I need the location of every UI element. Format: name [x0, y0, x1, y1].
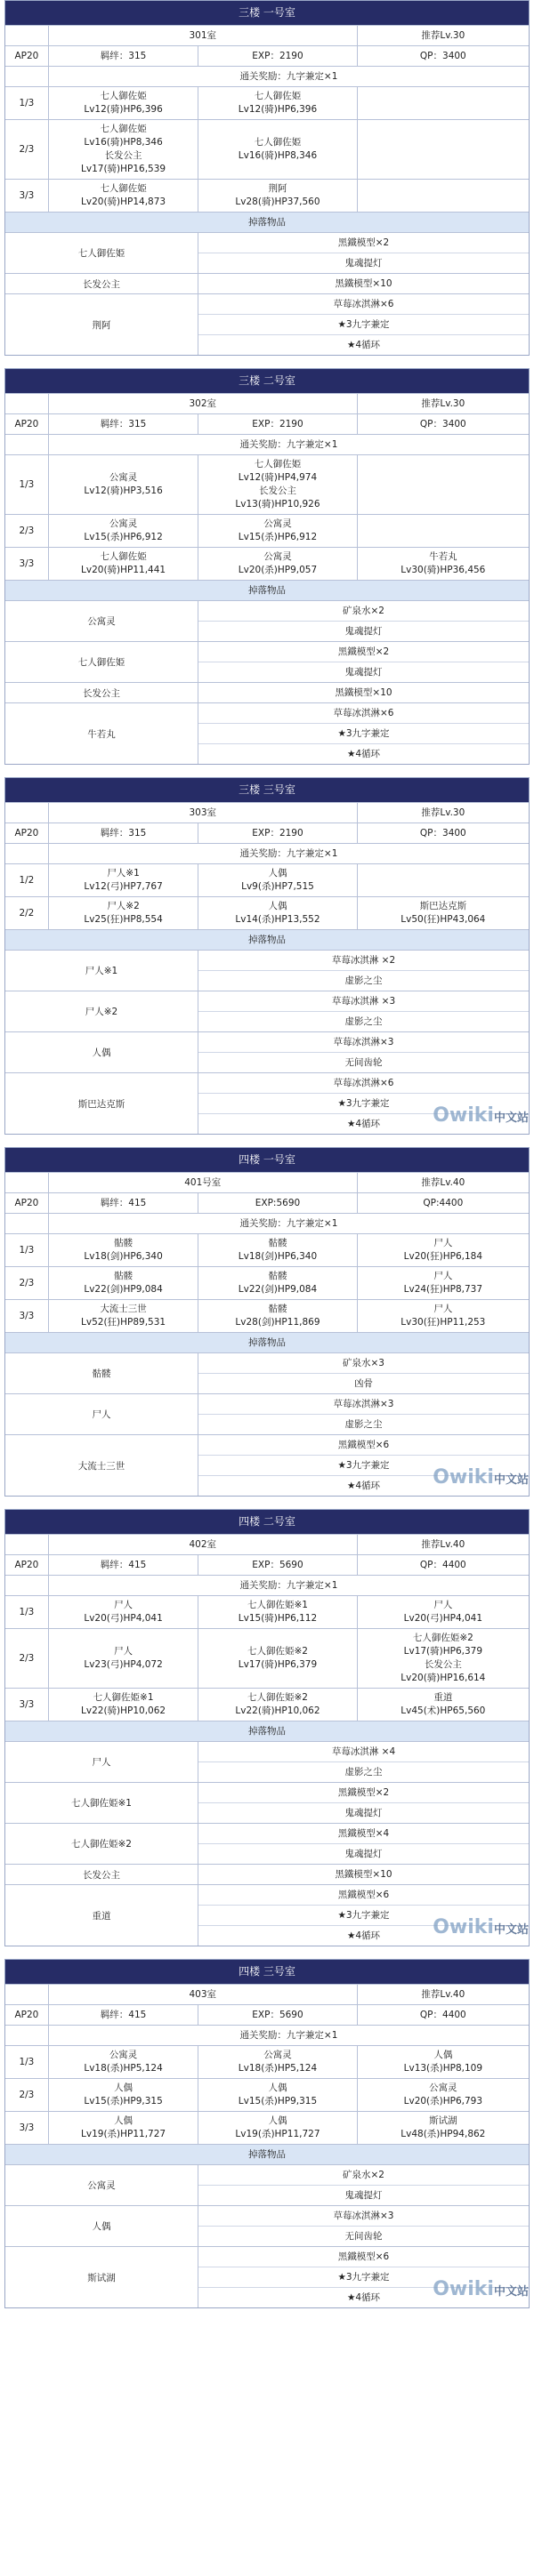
- drop-item: 黑鐵模型×10: [335, 278, 392, 289]
- wave-row: [5, 863, 529, 896]
- drop-row: [5, 1782, 529, 1823]
- ap-blank: [5, 2026, 48, 2045]
- enemy-slot-2: 骷髅 Lv28(剑)HP11,869: [198, 1300, 356, 1332]
- enemy-slot-2: 荆阿 Lv28(骑)HP37,560: [198, 180, 356, 212]
- wave-row: [5, 1266, 529, 1299]
- drop-enemy-name: 尸人※1: [5, 951, 198, 991]
- enemy-slot-3: [357, 455, 529, 514]
- drop-item: ★4循环: [198, 743, 529, 764]
- ap-blank: [5, 1173, 48, 1192]
- wave-number: 3/3: [19, 1310, 35, 1321]
- ap-blank: [5, 844, 48, 863]
- drop-row: [5, 600, 529, 641]
- room-header-row: [5, 393, 529, 413]
- drop-item: 虚影之尘: [198, 970, 529, 991]
- enemy-slot-2: 人偶 Lv19(杀)HP11,727: [198, 2112, 356, 2144]
- enemy-slot-3: [357, 120, 529, 179]
- wave-number: 2/2: [19, 907, 35, 919]
- enemy-slot-2: 公寓灵 Lv18(杀)HP5,124: [198, 2046, 356, 2078]
- drop-item: 虚影之尘: [198, 1011, 529, 1031]
- wave-number: 2/3: [19, 143, 35, 155]
- drop-item-list: [198, 1032, 529, 1072]
- bond-value: 羁绊：415: [48, 1555, 198, 1575]
- wave-row: [5, 454, 529, 514]
- drop-item: ★3九字兼定: [198, 314, 529, 334]
- drop-item-list: [198, 1394, 529, 1434]
- drop-item: 草莓冰淇淋 ×2: [331, 955, 396, 966]
- enemy-slot-2: 骷髅 Lv18(剑)HP6,340: [198, 1234, 356, 1266]
- enemy-slot-3: 公寓灵 Lv20(杀)HP6,793: [357, 2079, 529, 2111]
- drop-item: 鬼魂提灯: [198, 1843, 529, 1864]
- drop-row: [5, 2205, 529, 2246]
- drop-row: [5, 991, 529, 1031]
- room-guide: [4, 0, 530, 2308]
- enemy-slot-3: [357, 180, 529, 212]
- enemy-slot-2: 七人御佐姫※1 Lv15(骑)HP6,112: [198, 1596, 356, 1628]
- room-header-row: [5, 25, 529, 45]
- bond-value: 羁绊：315: [48, 414, 198, 434]
- ap-blank: [5, 1576, 48, 1595]
- recommended-level: 推荐Lv.40: [357, 1535, 529, 1554]
- recommended-level: 推荐Lv.40: [357, 1173, 529, 1192]
- wave-number: 3/3: [19, 1698, 35, 1710]
- wave-number: 1/2: [19, 874, 35, 886]
- drops-header: 掉落物品: [5, 1332, 529, 1352]
- room-header-row: [5, 802, 529, 823]
- enemy-slot-1: 七人御佐姫※1 Lv22(骑)HP10,062: [48, 1689, 198, 1721]
- enemy-slot-1: 尸人※2 Lv25(狂)HP8,554: [48, 897, 198, 929]
- enemy-slot-2: 人偶 Lv14(杀)HP13,552: [198, 897, 356, 929]
- drop-row: [5, 702, 529, 764]
- ap-blank: [5, 67, 48, 86]
- room-table: [4, 0, 530, 356]
- drop-row: [5, 1884, 529, 1946]
- drop-enemy-name: 斯试湖: [5, 2247, 198, 2307]
- room-table: [4, 368, 530, 765]
- drop-item: 草莓冰淇淋×6: [333, 299, 394, 309]
- room-number: 303室: [48, 803, 357, 823]
- wave-row: [5, 1299, 529, 1332]
- enemy-slot-3: 斯试湖 Lv48(杀)HP94,862: [357, 2112, 529, 2144]
- drop-item: 无间齿轮: [198, 2226, 529, 2246]
- enemy-slot-1: 骷髅 Lv18(剑)HP6,340: [48, 1234, 198, 1266]
- drop-enemy-name: 七人御佐姫※2: [5, 1824, 198, 1864]
- qp-value: QP：3400: [357, 823, 529, 843]
- drop-row: [5, 2164, 529, 2205]
- drop-item-list: [198, 2206, 529, 2246]
- enemy-slot-2: 骷髅 Lv22(剑)HP9,084: [198, 1267, 356, 1299]
- room-header-row: [5, 1984, 529, 2004]
- exp-value: EXP：2190: [198, 46, 356, 66]
- drop-row: [5, 1434, 529, 1496]
- room-title: 三楼 三号室: [5, 778, 529, 802]
- wave-row: [5, 179, 529, 212]
- enemy-slot-1: 尸人※1 Lv12(弓)HP7,767: [48, 864, 198, 896]
- drop-enemy-name: 七人御佐姫: [5, 233, 198, 273]
- enemy-slot-2: 七人御佐姫※2 Lv22(骑)HP10,062: [198, 1689, 356, 1721]
- drop-item: 鬼魂提灯: [198, 253, 529, 273]
- wave-row: [5, 1595, 529, 1628]
- drop-row: [5, 1864, 529, 1884]
- recommended-level: 推荐Lv.40: [357, 1985, 529, 2004]
- drop-item: 黑鐵模型×2: [337, 237, 390, 248]
- enemy-slot-2: 七人御佐姫 Lv12(骑)HP4,974 长发公主 Lv13(骑)HP10,926: [198, 455, 356, 514]
- bond-value: 羁绊：315: [48, 46, 198, 66]
- drops-header: 掉落物品: [5, 929, 529, 950]
- enemy-slot-1: 人偶 Lv19(杀)HP11,727: [48, 2112, 198, 2144]
- drop-enemy-name: 斯巴达克斯: [5, 1073, 198, 1134]
- drop-enemy-name: 牛若丸: [5, 703, 198, 764]
- drop-item-list: [198, 1742, 529, 1782]
- drop-row: [5, 682, 529, 702]
- watermark-brand: Owiki: [433, 1104, 494, 1127]
- exp-value: EXP:5690: [198, 1193, 356, 1213]
- drop-item: 黑鐵模型×6: [337, 1890, 390, 1900]
- ap-blank: [5, 1214, 48, 1233]
- enemy-slot-1: 七人御佐姫 Lv12(骑)HP6,396: [48, 87, 198, 119]
- qp-value: QP：4400: [357, 1555, 529, 1575]
- drop-item: 黑鐵模型×6: [337, 2251, 390, 2262]
- enemy-slot-3: 牛若丸 Lv30(骑)HP36,456: [357, 548, 529, 580]
- drop-enemy-name: 尸人※2: [5, 991, 198, 1031]
- clear-reward: 通关奖励：九字兼定×1: [48, 2026, 529, 2045]
- drop-item: 鬼魂提灯: [198, 621, 529, 641]
- drop-item: 虚影之尘: [198, 1761, 529, 1782]
- drop-row: [5, 641, 529, 682]
- enemy-slot-3: 人偶 Lv13(杀)HP8,109: [357, 2046, 529, 2078]
- drop-item: 矿泉水×2: [343, 606, 384, 616]
- wave-number: 3/3: [19, 2122, 35, 2133]
- clear-reward-row: [5, 66, 529, 86]
- drop-item: 矿泉水×2: [343, 2170, 384, 2180]
- enemy-slot-3: [357, 87, 529, 119]
- drop-row: [5, 950, 529, 991]
- enemy-slot-3: 重道 Lv45(术)HP65,560: [357, 1689, 529, 1721]
- reward-row: [5, 2004, 529, 2025]
- ap-blank: [5, 803, 48, 823]
- wave-number: 1/3: [19, 2056, 35, 2067]
- drop-item-list: [198, 294, 529, 355]
- ap-cost: AP20: [14, 827, 39, 839]
- wave-number: 1/3: [19, 97, 35, 108]
- ap-blank: [5, 435, 48, 454]
- drop-item: 黑鐵模型×10: [335, 687, 392, 698]
- enemy-slot-2: 七人御佐姫※2 Lv17(骑)HP6,379: [198, 1629, 356, 1688]
- room-table: [4, 1509, 530, 1946]
- drop-item: ★3九字兼定: [198, 2267, 529, 2287]
- drop-item: 草莓冰淇淋×3: [333, 1037, 394, 1047]
- ap-cost: AP20: [14, 1197, 39, 1208]
- ap-blank: [5, 394, 48, 413]
- room-number: 403室: [48, 1985, 357, 2004]
- exp-value: EXP：5690: [198, 1555, 356, 1575]
- room-title: 四楼 二号室: [5, 1510, 529, 1534]
- drop-item: 鬼魂提灯: [198, 1802, 529, 1823]
- drop-item: ★3九字兼定: [198, 723, 529, 743]
- enemy-slot-2: 公寓灵 Lv15(杀)HP6,912: [198, 515, 356, 547]
- drop-item: 虚影之尘: [198, 1414, 529, 1434]
- drop-item: 黑鐵模型×4: [337, 1828, 390, 1839]
- drop-row: [5, 1823, 529, 1864]
- room-table: [4, 1959, 530, 2308]
- drop-item-list: [198, 642, 529, 682]
- drop-item-list: [198, 2165, 529, 2205]
- clear-reward: 通关奖励：九字兼定×1: [48, 67, 529, 86]
- ap-blank: [5, 26, 48, 45]
- drop-item: ★3九字兼定: [198, 1455, 529, 1475]
- drop-enemy-name: 长发公主: [5, 683, 198, 702]
- room-title: 三楼 一号室: [5, 1, 529, 25]
- drops-header: 掉落物品: [5, 2144, 529, 2164]
- enemy-slot-3: 尸人 Lv20(狂)HP6,184: [357, 1234, 529, 1266]
- drop-row: [5, 2246, 529, 2307]
- room-number: 302室: [48, 394, 357, 413]
- clear-reward: 通关奖励：九字兼定×1: [48, 844, 529, 863]
- enemy-slot-2: 七人御佐姫 Lv12(骑)HP6,396: [198, 87, 356, 119]
- reward-row: [5, 823, 529, 843]
- drop-item: 鬼魂提灯: [198, 662, 529, 682]
- drop-item: 草莓冰淇淋×3: [333, 2211, 394, 2221]
- room-number: 301室: [48, 26, 357, 45]
- drop-item-list: [198, 951, 529, 991]
- drop-enemy-name: 公寓灵: [5, 2165, 198, 2205]
- drop-item-list: [198, 1073, 529, 1134]
- wave-number: 1/3: [19, 1244, 35, 1256]
- drop-item: ★4循环: [198, 1925, 529, 1946]
- drop-item: 草莓冰淇淋×3: [333, 1399, 394, 1409]
- reward-row: [5, 413, 529, 434]
- drop-row: [5, 1352, 529, 1393]
- wave-row: [5, 86, 529, 119]
- qp-value: QP:4400: [357, 1193, 529, 1213]
- enemy-slot-1: 骷髅 Lv22(剑)HP9,084: [48, 1267, 198, 1299]
- enemy-slot-1: 七人御佐姫 Lv16(骑)HP8,346 长发公主 Lv17(骑)HP16,539: [48, 120, 198, 179]
- qp-value: QP：4400: [357, 2005, 529, 2025]
- wave-row: [5, 1233, 529, 1266]
- drop-item-list: [198, 1885, 529, 1946]
- enemy-slot-3: 尸人 Lv24(狂)HP8,737: [357, 1267, 529, 1299]
- drop-enemy-name: 大流士三世: [5, 1435, 198, 1496]
- room-header-row: [5, 1172, 529, 1192]
- drop-item: ★4循环: [198, 1113, 529, 1134]
- wave-number: 1/3: [19, 1606, 35, 1617]
- exp-value: EXP：2190: [198, 414, 356, 434]
- drop-item: 黑鐵模型×6: [337, 1440, 390, 1450]
- wave-row: [5, 2078, 529, 2111]
- wave-number: 3/3: [19, 558, 35, 569]
- room-title: 三楼 二号室: [5, 369, 529, 393]
- enemy-slot-3: [357, 515, 529, 547]
- ap-blank: [5, 1535, 48, 1554]
- drop-item-list: [198, 601, 529, 641]
- enemy-slot-1: 七人御佐姫 Lv20(骑)HP11,441: [48, 548, 198, 580]
- ap-cost: AP20: [14, 418, 39, 429]
- enemy-slot-2: 人偶 Lv15(杀)HP9,315: [198, 2079, 356, 2111]
- drop-item: 黑鐵模型×2: [337, 1787, 390, 1798]
- drop-enemy-name: 骷髅: [5, 1353, 198, 1393]
- ap-blank: [5, 1985, 48, 2004]
- drop-enemy-name: 七人御佐姫※1: [5, 1783, 198, 1823]
- enemy-slot-1: 公寓灵 Lv18(杀)HP5,124: [48, 2046, 198, 2078]
- enemy-slot-1: 尸人 Lv23(弓)HP4,072: [48, 1629, 198, 1688]
- room-title: 四楼 三号室: [5, 1960, 529, 1984]
- enemy-slot-1: 大流士三世 Lv52(狂)HP89,531: [48, 1300, 198, 1332]
- watermark-brand: Owiki: [433, 2278, 494, 2300]
- clear-reward: 通关奖励：九字兼定×1: [48, 1576, 529, 1595]
- drop-item: 无间齿轮: [198, 1052, 529, 1072]
- enemy-slot-1: 七人御佐姫 Lv20(骑)HP14,873: [48, 180, 198, 212]
- drop-item-list: [198, 1783, 529, 1823]
- wave-row: [5, 1628, 529, 1688]
- drop-enemy-name: 荆阿: [5, 294, 198, 355]
- wave-row: [5, 514, 529, 547]
- wave-row: [5, 547, 529, 580]
- watermark-suffix: 中文站: [493, 2285, 529, 2299]
- ap-cost: AP20: [14, 50, 39, 61]
- reward-row: [5, 1192, 529, 1213]
- drop-item: 草莓冰淇淋×6: [333, 708, 394, 718]
- watermark-suffix: 中文站: [493, 1111, 529, 1125]
- clear-reward-row: [5, 434, 529, 454]
- drop-item-list: [198, 1865, 529, 1884]
- clear-reward: 通关奖励：九字兼定×1: [48, 435, 529, 454]
- wave-row: [5, 896, 529, 929]
- enemy-slot-1: 人偶 Lv15(杀)HP9,315: [48, 2079, 198, 2111]
- clear-reward-row: [5, 843, 529, 863]
- drop-enemy-name: 长发公主: [5, 274, 198, 293]
- wave-number: 3/3: [19, 189, 35, 201]
- wave-row: [5, 1688, 529, 1721]
- drop-item: 草莓冰淇淋 ×4: [331, 1746, 396, 1757]
- drop-item: 凶骨: [198, 1373, 529, 1393]
- clear-reward-row: [5, 1575, 529, 1595]
- wave-row: [5, 2111, 529, 2144]
- enemy-slot-3: 尸人 Lv30(狂)HP11,253: [357, 1300, 529, 1332]
- clear-reward-row: [5, 1213, 529, 1233]
- clear-reward: 通关奖励：九字兼定×1: [48, 1214, 529, 1233]
- ap-cost: AP20: [14, 1559, 39, 1570]
- drop-row: [5, 1393, 529, 1434]
- recommended-level: 推荐Lv.30: [357, 394, 529, 413]
- drop-item: ★4循环: [198, 1475, 529, 1496]
- drop-item: 黑鐵模型×10: [335, 1869, 392, 1880]
- reward-row: [5, 45, 529, 66]
- drop-item: 矿泉水×3: [343, 1358, 384, 1368]
- enemy-slot-2: 人偶 Lv9(杀)HP7,515: [198, 864, 356, 896]
- drop-item-list: [198, 683, 529, 702]
- recommended-level: 推荐Lv.30: [357, 803, 529, 823]
- watermark-brand: Owiki: [433, 1916, 494, 1938]
- drops-header: 掉落物品: [5, 212, 529, 232]
- enemy-slot-2: 七人御佐姫 Lv16(骑)HP8,346: [198, 120, 356, 179]
- drop-item-list: [198, 1824, 529, 1864]
- drop-enemy-name: 人偶: [5, 2206, 198, 2246]
- exp-value: EXP：5690: [198, 2005, 356, 2025]
- qp-value: QP：3400: [357, 414, 529, 434]
- watermark-suffix: 中文站: [493, 1923, 529, 1937]
- room-number: 401号室: [48, 1173, 357, 1192]
- drop-row: [5, 293, 529, 355]
- drop-enemy-name: 重道: [5, 1885, 198, 1946]
- drop-item-list: [198, 233, 529, 273]
- drop-item-list: [198, 274, 529, 293]
- room-title: 四楼 一号室: [5, 1148, 529, 1172]
- qp-value: QP：3400: [357, 46, 529, 66]
- wave-number: 2/3: [19, 525, 35, 536]
- exp-value: EXP：2190: [198, 823, 356, 843]
- bond-value: 羁绊：415: [48, 1193, 198, 1213]
- wave-number: 2/3: [19, 2089, 35, 2100]
- drop-row: [5, 1031, 529, 1072]
- watermark-suffix: 中文站: [493, 1473, 529, 1487]
- wave-number: 2/3: [19, 1652, 35, 1664]
- drop-item-list: [198, 1353, 529, 1393]
- drop-item: 草莓冰淇淋 ×3: [331, 996, 396, 1007]
- room-number: 402室: [48, 1535, 357, 1554]
- drop-row: [5, 232, 529, 273]
- enemy-slot-3: 斯巴达克斯 Lv50(狂)HP43,064: [357, 897, 529, 929]
- wave-row: [5, 119, 529, 179]
- drop-item: 鬼魂提灯: [198, 2185, 529, 2205]
- clear-reward-row: [5, 2025, 529, 2045]
- wave-number: 1/3: [19, 478, 35, 490]
- drops-header: 掉落物品: [5, 1721, 529, 1741]
- ap-cost: AP20: [14, 2009, 39, 2020]
- room-header-row: [5, 1534, 529, 1554]
- drop-item: 草莓冰淇淋×6: [333, 1078, 394, 1088]
- room-table: [4, 777, 530, 1135]
- enemy-slot-1: 公寓灵 Lv15(杀)HP6,912: [48, 515, 198, 547]
- drop-item: ★4循环: [198, 2287, 529, 2307]
- bond-value: 羁绊：315: [48, 823, 198, 843]
- drop-enemy-name: 尸人: [5, 1394, 198, 1434]
- wave-number: 2/3: [19, 1277, 35, 1288]
- enemy-slot-3: 尸人 Lv20(弓)HP4,041: [357, 1596, 529, 1628]
- drop-item-list: [198, 1435, 529, 1496]
- enemy-slot-2: 公寓灵 Lv20(杀)HP9,057: [198, 548, 356, 580]
- bond-value: 羁绊：415: [48, 2005, 198, 2025]
- drop-item: ★3九字兼定: [198, 1093, 529, 1113]
- drop-enemy-name: 尸人: [5, 1742, 198, 1782]
- drop-row: [5, 1741, 529, 1782]
- drop-item: 黑鐵模型×2: [337, 646, 390, 657]
- enemy-slot-3: [357, 864, 529, 896]
- drop-enemy-name: 公寓灵: [5, 601, 198, 641]
- drop-enemy-name: 人偶: [5, 1032, 198, 1072]
- enemy-slot-1: 公寓灵 Lv12(骑)HP3,516: [48, 455, 198, 514]
- enemy-slot-3: 七人御佐姫※2 Lv17(骑)HP6,379 长发公主 Lv20(骑)HP16,614: [357, 1629, 529, 1688]
- recommended-level: 推荐Lv.30: [357, 26, 529, 45]
- drop-item-list: [198, 703, 529, 764]
- drop-row: [5, 1072, 529, 1134]
- drop-enemy-name: 长发公主: [5, 1865, 198, 1884]
- drop-item: ★4循环: [198, 334, 529, 355]
- room-table: [4, 1147, 530, 1497]
- drop-item: ★3九字兼定: [198, 1905, 529, 1925]
- wave-row: [5, 2045, 529, 2078]
- drop-row: [5, 273, 529, 293]
- drop-item-list: [198, 991, 529, 1031]
- drops-header: 掉落物品: [5, 580, 529, 600]
- enemy-slot-1: 尸人 Lv20(弓)HP4,041: [48, 1596, 198, 1628]
- drop-enemy-name: 七人御佐姫: [5, 642, 198, 682]
- reward-row: [5, 1554, 529, 1575]
- watermark-brand: Owiki: [433, 1466, 494, 1489]
- drop-item-list: [198, 2247, 529, 2307]
